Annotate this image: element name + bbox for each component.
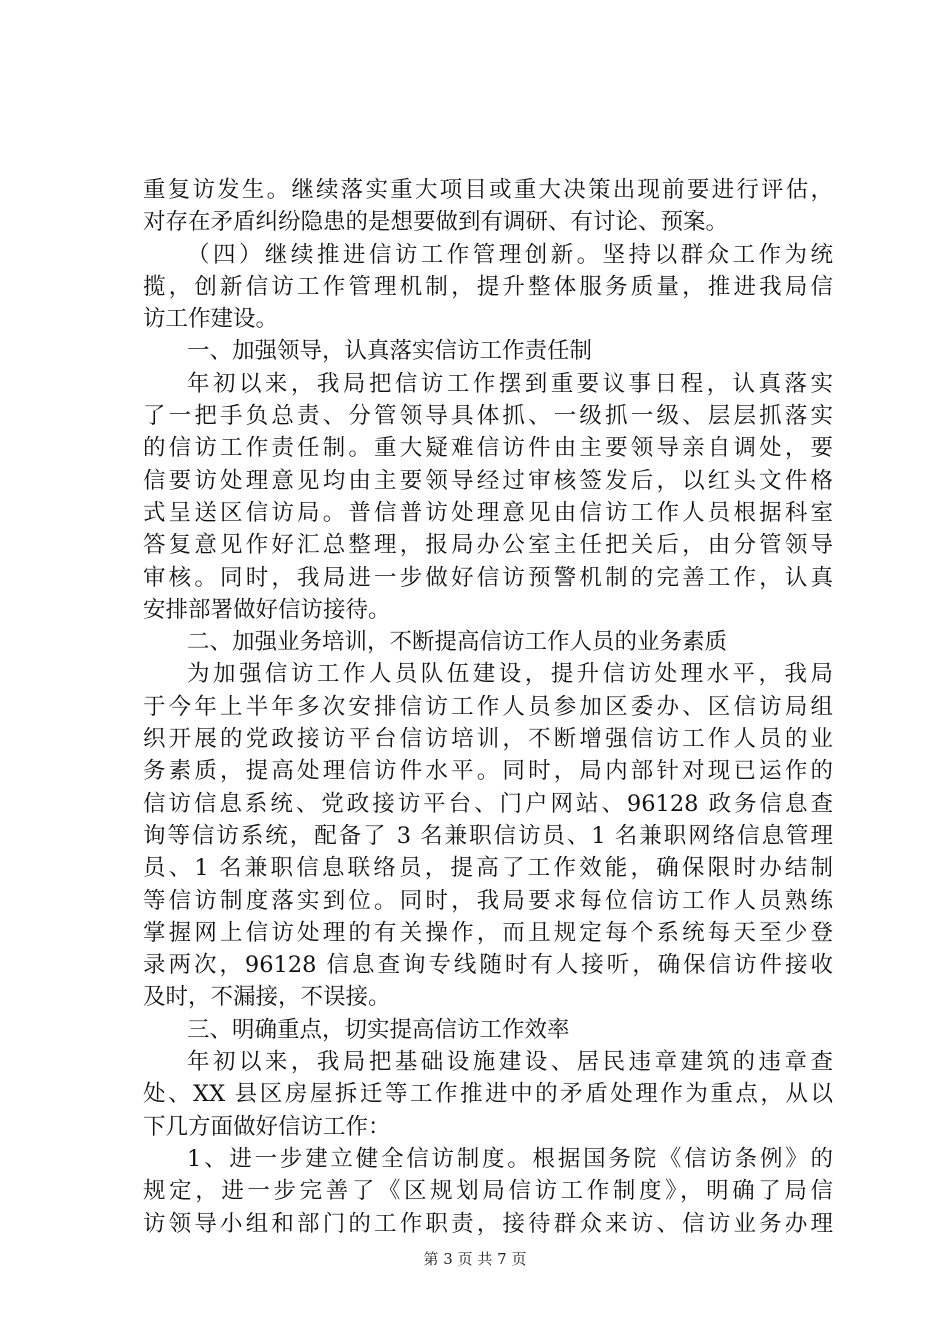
text-line: 的信访工作责任制。重大疑难信访件由主要领导亲自调处，要 (143, 435, 833, 462)
text-line: 为加强信访工作人员队伍建设，提升信访处理水平，我局 (187, 661, 833, 688)
text-line: 安排部署做好信访接待。 (143, 596, 391, 623)
text-line: 处、XX 县区房屋拆迁等工作推进中的矛盾处理作为重点，从以 (143, 1081, 833, 1108)
text-line: 等信访制度落实到位。同时，我局要求每位信访工作人员熟练 (143, 887, 833, 914)
text-line: 员、1 名兼职信息联络员，提高了工作效能，确保限时办结制 (143, 855, 833, 882)
text-line: 二、加强业务培训，不断提高信访工作人员的业务素质 (187, 629, 728, 656)
text-line: 于今年上半年多次安排信访工作人员参加区委办、区信访局组 (143, 693, 833, 720)
text-line: 揽，创新信访工作管理机制，提升整体服务质量，推进我局信 (143, 273, 833, 300)
text-line: 及时，不漏接，不误接。 (143, 984, 391, 1011)
text-line: 掌握网上信访处理的有关操作，而且规定每个系统每天至少登 (143, 919, 833, 946)
text-line: 答复意见作好汇总整理，报局办公室主任把关后，由分管领导 (143, 532, 833, 559)
text-line: 式呈送区信访局。普信普访处理意见由信访工作人员根据科室 (143, 499, 833, 526)
text-line: 三、明确重点，切实提高信访工作效率 (187, 1016, 570, 1043)
text-line: 了一把手负总责、分管领导具体抓、一级抓一级、层层抓落实 (143, 403, 833, 430)
text-line: 信要访处理意见均由主要领导经过审核签发后，以红头文件格 (143, 467, 833, 494)
document-body (143, 174, 833, 1240)
text-line: 对存在矛盾纠纷隐患的是想要做到有调研、有讨论、预案。 (143, 209, 729, 236)
text-line: 访工作建设。 (143, 306, 279, 333)
text-line: 织开展的党政接访平台信访培训，不断增强信访工作人员的业 (143, 726, 833, 753)
text-line: 询等信访系统，配备了 3 名兼职信访员、1 名兼职网络信息管理 (143, 822, 833, 849)
text-line: 信访信息系统、党政接访平台、门户网站、96128 政务信息查 (143, 790, 833, 817)
text-line: 年初以来，我局把基础设施建设、居民违章建筑的违章查 (187, 1049, 833, 1076)
text-line: 规定，进一步完善了《区规划局信访工作制度》，明确了局信 (143, 1178, 833, 1205)
text-line: 务素质，提高处理信访件水平。同时，局内部针对现已运作的 (143, 758, 833, 785)
text-line: 访领导小组和部门的工作职责，接待群众来访、信访业务办理 (143, 1210, 833, 1237)
text-line: 年初以来，我局把信访工作摆到重要议事日程，认真落实 (187, 370, 833, 397)
text-line: 录两次，96128 信息查询专线随时有人接听，确保信访件接收 (143, 952, 833, 979)
text-line: 一、加强领导，认真落实信访工作责任制 (187, 338, 593, 365)
text-line: 1、进一步建立健全信访制度。根据国务院《信访条例》的 (187, 1145, 833, 1172)
text-line: 下几方面做好信访工作： (143, 1113, 391, 1140)
text-line: 审核。同时，我局进一步做好信访预警机制的完善工作，认真 (143, 564, 833, 591)
page-footer: 第 3 页 共 7 页 (423, 1250, 527, 1268)
text-line: （四）继续推进信访工作管理创新。坚持以群众工作为统 (187, 241, 833, 268)
text-line: 重复访发生。继续落实重大项目或重大决策出现前要进行评估， (143, 177, 833, 203)
